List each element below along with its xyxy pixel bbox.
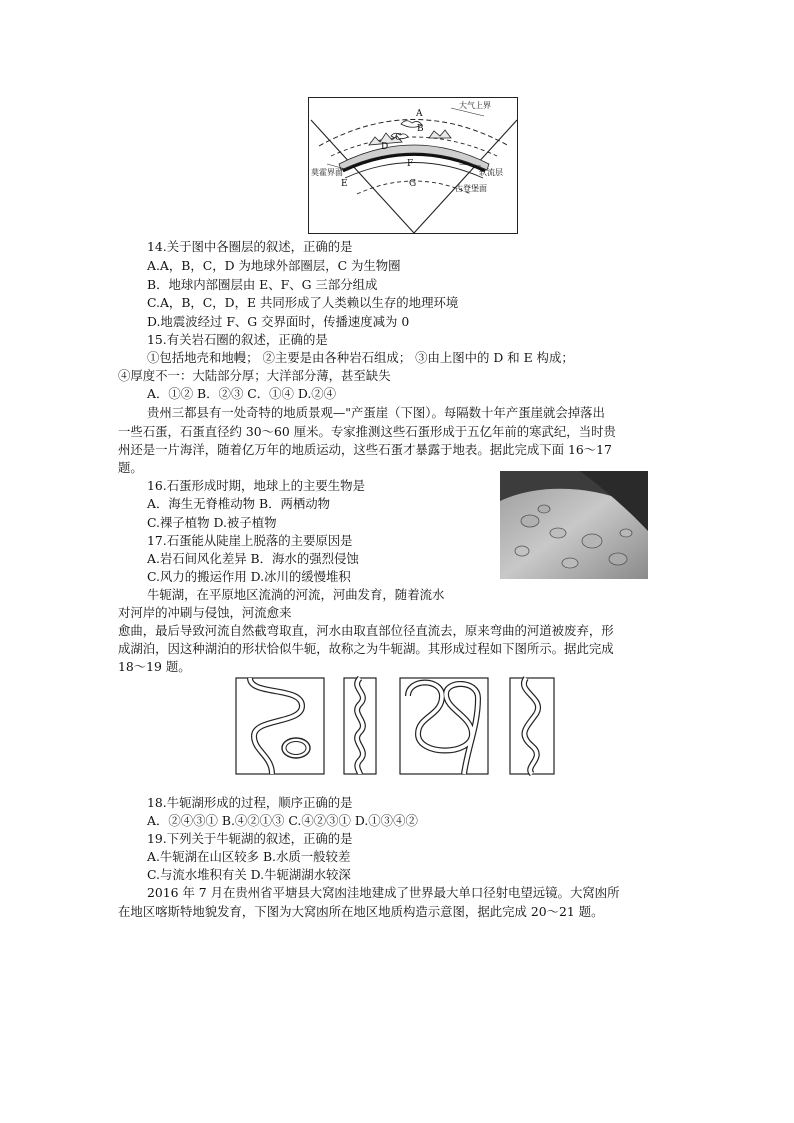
earth-spheres-drawing — [309, 98, 518, 234]
q14-stem: 14.关于图中各圈层的叙述，正确的是 — [147, 239, 353, 254]
q17-stem: 17.石蛋能从陡崖上脱落的主要原因是 — [147, 533, 353, 548]
q14-option-b: B．地球内部圈层由 E、F、G 三部分组成 — [147, 277, 378, 292]
passage2-line3: 愈曲，最后导致河流自然截弯取直，河水由取直部位径直流去，原来弯曲的河道被废弃，形 — [118, 623, 614, 638]
passage2-line2: 对河岸的冲刷与侵蚀，河流愈来 — [118, 605, 292, 620]
q19-stem: 19.下列关于牛轭湖的叙述，正确的是 — [147, 831, 353, 846]
q19-options-ab: A.牛轭湖在山区较多 B.水质一般较差 — [147, 849, 351, 864]
q15-options: A．①② B．②③ C．①④ D.②④ — [147, 386, 337, 401]
q16-stem: 16.石蛋形成时期，地球上的主要生物是 — [147, 478, 365, 493]
label-d: D — [381, 142, 389, 152]
q17-options-cd: C.风力的搬运作用 D.冰川的缓慢堆积 — [147, 569, 351, 584]
q15-statements-1: ①包括地壳和地幔； ②主要是由各种岩石组成； ③由上图中的 D 和 E 构成； — [147, 350, 574, 365]
gutenberg-label: 古登堡面 — [455, 184, 487, 193]
atmosphere-top-label: 大气上界 — [459, 101, 491, 110]
passage1-line1: 贵州三都县有一处奇特的地质景观—"产蛋崖（下图）。每隔数十年产蛋崖就会掉落出 — [147, 405, 605, 420]
label-c: C — [395, 133, 402, 143]
q19-options-cd: C.与流水堆积有关 D.牛轭湖湖水较深 — [147, 867, 351, 882]
egg-cliff-photo — [500, 471, 648, 579]
q16-options-cd: C.裸子植物 D.被子植物 — [147, 515, 277, 530]
q17-options-ab: A.岩石间风化差异 B．海水的强烈侵蚀 — [147, 551, 359, 566]
q14-option-a: A.A，B，C，D 为地球外部圈层，C 为生物圈 — [147, 258, 401, 273]
passage3-line2: 在地区喀斯特地貌发育，下图为大窝凼所在地区地质构造示意图，据此完成 20～21 题。 — [118, 904, 604, 919]
q16-options-ab: A．海生无脊椎动物 B．两栖动物 — [147, 496, 331, 511]
passage1-line2: 一些石蛋，石蛋直径约 30～60 厘米。专家推测这些石蛋形成于五亿年前的寒武纪，当时贵 — [118, 424, 616, 439]
moho-label: 莫霍界面 — [311, 168, 343, 177]
q15-stem: 15.有关岩石圈的叙述，正确的是 — [147, 332, 328, 347]
label-g: G — [409, 179, 417, 189]
asthenosphere-label: 软流层 — [479, 168, 503, 177]
q15-statements-2: ④厚度不一：大陆部分厚；大洋部分薄，甚至缺失 — [118, 368, 391, 383]
q14-option-c: C.A，B，C，D，E 共同形成了人类赖以生存的地理环境 — [147, 295, 459, 310]
q18-options: A．②④③① B.④②①③ C.④②③① D.①③④② — [147, 813, 418, 828]
label-a: A — [416, 109, 423, 119]
label-b: B — [417, 124, 424, 134]
q18-stem: 18.牛轭湖形成的过程，顺序正确的是 — [147, 795, 353, 810]
label-f: F — [407, 159, 414, 169]
q14-option-d: D.地震波经过 F、G 交界面时，传播速度减为 0 — [147, 314, 410, 329]
passage2-line4: 成湖泊，因这种湖泊的形状恰似牛轭，故称之为牛轭湖。其形成过程如下图所示。据此完成 — [118, 641, 614, 656]
oxbow-lake-diagram — [232, 676, 562, 794]
egg-cliff-photo-drawing — [500, 471, 648, 579]
passage2-line1: 牛轭湖，在平原地区流淌的河流，河曲发育，随着流水 — [147, 587, 445, 602]
passage1-line4: 题。 — [118, 460, 143, 475]
passage1-line3: 州还是一片海洋，随着亿万年的地质运动，这些石蛋才暴露于地表。据此完成下面 16～17 — [118, 442, 612, 457]
earth-spheres-diagram — [308, 97, 518, 234]
passage2-line5: 18～19 题。 — [118, 659, 191, 674]
passage3-line1: 2016 年 7 月在贵州省平塘县大窝凼洼地建成了世界最大单口径射电望远镜。大窝凼所 — [147, 885, 620, 900]
oxbow-panels-drawing — [232, 676, 562, 776]
label-e: E — [341, 179, 348, 189]
